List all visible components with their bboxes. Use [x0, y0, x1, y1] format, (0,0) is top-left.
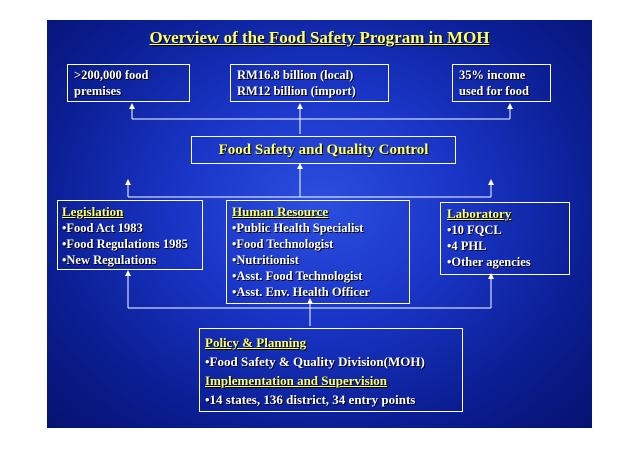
income-box — [452, 64, 551, 102]
human-resource-item: •Public Health Specialist — [232, 221, 364, 235]
laboratory-item: •Other agencies — [447, 255, 531, 269]
billion-line-1: RM16.8 billion (local) — [237, 68, 354, 82]
legislation-box — [57, 200, 203, 270]
policy-line-3: •14 states, 136 district, 34 entry points — [205, 392, 416, 407]
food-safety-quality-control-box — [191, 136, 456, 164]
income-line-2: used for food — [459, 84, 529, 98]
policy-line-1: •Food Safety & Quality Division(MOH) — [205, 354, 425, 369]
human-resource-box — [226, 200, 410, 304]
human-resource-item: •Food Technologist — [232, 237, 334, 251]
human-resource-heading: Human Resource — [232, 204, 329, 219]
laboratory-item: •10 FQCL — [447, 223, 502, 237]
premises-line-2: premises — [74, 84, 121, 98]
laboratory-item: •4 PHL — [447, 239, 487, 253]
income-line-1: 35% income — [459, 68, 526, 82]
human-resource-item: •Asst. Env. Health Officer — [232, 285, 371, 299]
billion-box — [230, 64, 389, 102]
slide — [47, 20, 592, 428]
premises-box — [67, 64, 190, 102]
human-resource-item: •Asst. Food Technologist — [232, 269, 363, 283]
legislation-item: •Food Act 1983 — [62, 221, 143, 235]
premises-line-1: >200,000 food — [74, 68, 149, 82]
legislation-item: •New Regulations — [62, 253, 157, 267]
laboratory-box — [440, 202, 570, 275]
human-resource-item: •Nutritionist — [232, 253, 299, 267]
policy-heading: Policy & Planning — [205, 335, 307, 350]
policy-line-2: Implementation and Supervision — [205, 373, 388, 388]
billion-line-2: RM12 billion (import) — [237, 84, 356, 98]
slide-title: Overview of the Food Safety Program in MOH — [149, 28, 490, 47]
legislation-heading: Legislation — [62, 204, 124, 219]
policy-planning-box — [199, 328, 463, 412]
center-label: Food Safety and Quality Control — [218, 142, 429, 158]
laboratory-heading: Laboratory — [447, 206, 512, 221]
legislation-item: •Food Regulations 1985 — [62, 237, 188, 251]
